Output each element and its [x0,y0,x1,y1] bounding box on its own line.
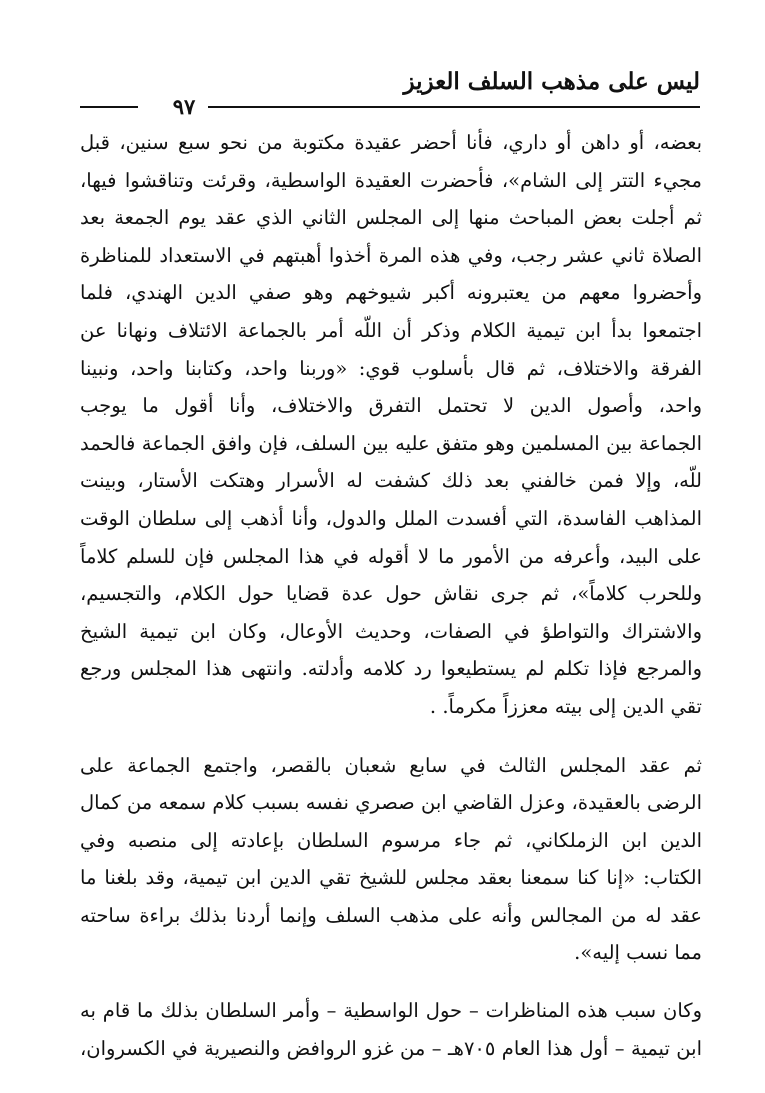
text-line: الجماعة بين المسلمين وهو متفق عليه بين السلف، فإن وافق الجماعة فالحمد [80,431,702,455]
text-line: الفرقة والاختلاف، ثم قال بأسلوب قوي: «وربنا واحد، وكتابنا واحد، ونبينا [80,356,702,380]
header-rule-left [80,106,138,108]
paragraph-1 [80,124,702,726]
text-line: المذاهب الفاسدة، التي أفسدت الملل والدول، وأنا أذهب إلى سلطان الوقت [80,506,702,530]
text-line: للّه، وإلا فمن خالفني بعد ذلك كشفت له الأسرار وهتكت الأستار، وبينت [80,469,702,493]
text-line: عقد له من المجالس وأنه على مذهب السلف وإنما أردنا بذلك براءة ساحته [80,903,702,927]
text-line: مما نسب إليه». [574,941,702,965]
text-line: تقي الدين إلى بيته معززاً مكرماً. . [429,694,702,718]
text-line: والاشتراك والتواطؤ في الصفات، وحديث الأوعال، وكان ابن تيمية الشيخ [80,619,702,643]
running-header [80,60,700,119]
text-line: وأحضروا معهم من يعتبرونه أكبر شيوخهم وهو صفي الدين الهندي، فلما [80,281,702,305]
text-line: الصلاة ثاني عشر رجب، وفي هذه المرة أخذوا أهبتهم في الاستعداد للمناظرة [80,243,702,267]
text-line: الدين ابن الزملكاني، ثم جاء مرسوم السلطان بإعادته إلى منصبه وفي [80,828,702,852]
text-line: الكتاب: «إنا كنا سمعنا بعقد مجلس للشيخ تقي الدين ابن تيمية، وقد بلغنا ما [80,866,702,890]
text-line: وكان سبب هذه المناظرات – حول الواسطية – وأمر السلطان بذلك ما قام به [80,999,702,1023]
text-line: على البيد، وأعرفه من الأمور ما لا أقوله في هذا المجلس فإن للسلم كلاماً [80,544,702,568]
page-number: ٩٧ [172,94,196,119]
running-head-title: ليس على مذهب السلف العزيز [403,68,700,95]
paragraph-spacer [80,726,702,747]
body-text [80,124,702,1067]
text-line: وللحرب كلاماً»، ثم جرى نقاش حول عدة قضايا حول الكلام، والتجسيم، [80,582,702,606]
text-line: ابن تيمية – أول هذا العام ٧٠٥هـ – من غزو الروافض والنصيرية في الكسروان، [80,1036,702,1060]
text-line: الرضى بالعقيدة، وعزل القاضي ابن صصري نفسه بسبب كلام سمعه من كمال [80,791,702,815]
text-line: ثم عقد المجلس الثالث في سابع شعبان بالقصر، واجتمع الجماعة على [80,753,702,777]
text-line: اجتمعوا بدأ ابن تيمية الكلام وذكر أن اللّه أمر بالجماعة الائتلاف ونهانا عن [80,318,702,342]
header-rule-right [208,106,700,108]
text-line: ثم أجلت بعض المباحث منها إلى المجلس الثاني الذي عقد يوم الجمعة بعد [80,206,702,230]
paragraph-spacer [80,972,702,992]
paragraph-2 [80,747,702,973]
text-line: بعضه، أو داهن أو داري، فأنا أحضر عقيدة مكتوبة من نحو سبع سنين، قبل [80,131,702,154]
text-line: واحد، وأصول الدين لا تحتمل التفرق والاختلاف، وأنا أقول ما يوجب [80,394,702,418]
text-line: والمرجع فإذا تكلم لم يستطيعوا رد كلامه وأدلته. وانتهى هذا المجلس ورجع [80,657,702,681]
text-line: مجيء التتر إلى الشام»، فأحضرت العقيدة الواسطية، وقرئت وتناقشوا فيها، [80,168,702,192]
paragraph-3 [80,992,702,1067]
